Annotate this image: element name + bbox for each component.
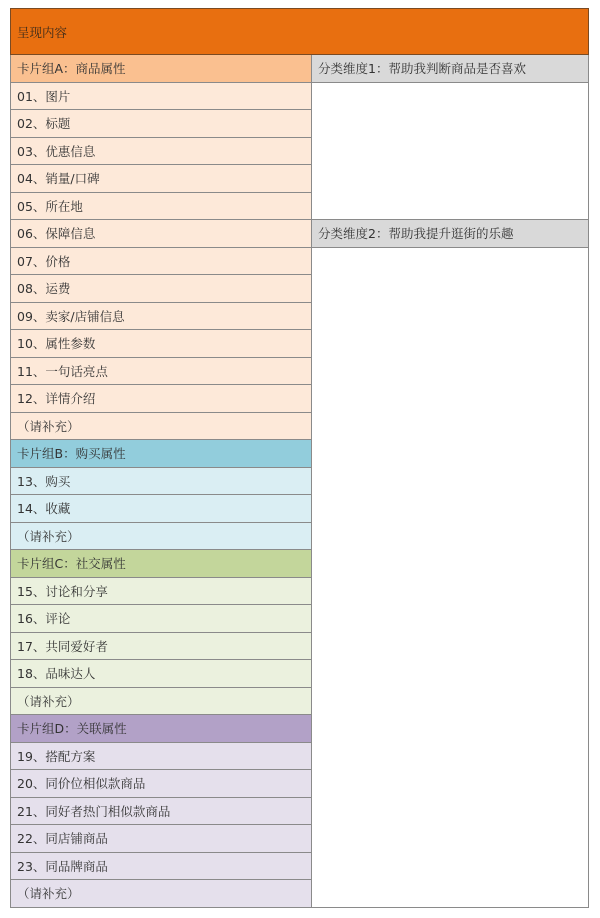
dimension-panel-1 (312, 55, 589, 220)
dimension-heading-2: 分类维度2：帮助我提升逛街的乐趣 (312, 220, 588, 248)
card-item: 19、搭配方案 (10, 743, 312, 771)
card-item: 23、同品牌商品 (10, 853, 312, 881)
card-item: 16、评论 (10, 605, 312, 633)
card-item: 15、讨论和分享 (10, 578, 312, 606)
card-item: 09、卖家/店铺信息 (10, 303, 312, 331)
card-item: 08、运费 (10, 275, 312, 303)
card-item: 02、标题 (10, 110, 312, 138)
table-title: 呈现内容 (17, 24, 68, 40)
table-header (10, 8, 589, 55)
card-item: 04、销量/口碑 (10, 165, 312, 193)
card-item: 18、品味达人 (10, 660, 312, 688)
card-item: 01、图片 (10, 83, 312, 111)
card-sort-table (10, 8, 589, 902)
card-item: 03、优惠信息 (10, 138, 312, 166)
group-heading-a: 卡片组A：商品属性 (10, 55, 312, 83)
group-heading-b: 卡片组B：购买属性 (10, 440, 312, 468)
card-item: （请补充） (10, 688, 312, 716)
card-item: 12、详情介绍 (10, 385, 312, 413)
card-item: 20、同价位相似款商品 (10, 770, 312, 798)
card-item: 14、收藏 (10, 495, 312, 523)
card-item: 13、购买 (10, 468, 312, 496)
card-item: 11、一句话亮点 (10, 358, 312, 386)
dimensions-column (312, 55, 589, 908)
card-item: （请补充） (10, 523, 312, 551)
group-heading-c: 卡片组C：社交属性 (10, 550, 312, 578)
card-item: 07、价格 (10, 248, 312, 276)
group-heading-d: 卡片组D：关联属性 (10, 715, 312, 743)
dimension-heading-1: 分类维度1：帮助我判断商品是否喜欢 (312, 55, 588, 83)
card-item: 21、同好者热门相似款商品 (10, 798, 312, 826)
card-item: 06、保障信息 (10, 220, 312, 248)
card-item: 17、共同爱好者 (10, 633, 312, 661)
card-item: （请补充） (10, 880, 312, 908)
dimension-panel-2 (312, 220, 589, 908)
card-item: 05、所在地 (10, 193, 312, 221)
card-groups-column (10, 55, 312, 908)
card-item: 10、属性参数 (10, 330, 312, 358)
card-item: 22、同店铺商品 (10, 825, 312, 853)
card-item: （请补充） (10, 413, 312, 441)
